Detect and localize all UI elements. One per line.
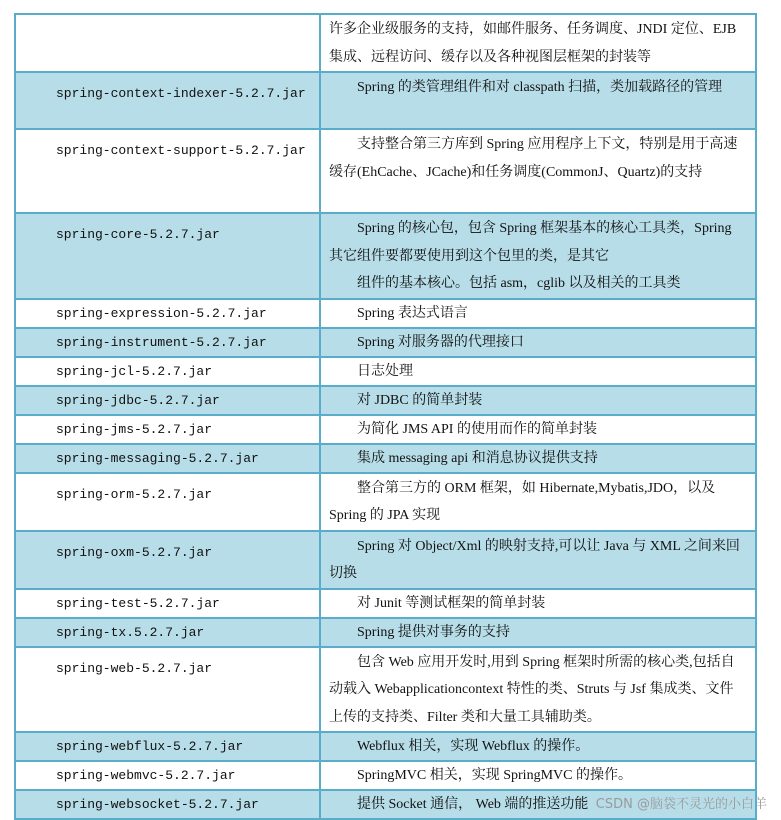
description-cell — [320, 213, 756, 299]
jar-name-cell: spring-orm-5.2.7.jar — [15, 473, 320, 531]
table-row — [15, 473, 756, 531]
description-cell — [320, 618, 756, 647]
description-text-continued: 组件的基本核心。包括 asm，cglib 以及相关的工具类 — [357, 276, 681, 291]
description-cell — [320, 761, 756, 790]
description-text: 整合第三方的 ORM 框架，如 Hibernate,Mybatis,JDO，以及 Spring 的 JPA 实现 — [329, 480, 716, 523]
description-text: Spring 的类管理组件和对 classpath 扫描，类加载路径的管理 — [357, 80, 723, 95]
description-cell — [320, 72, 756, 129]
description-text: 支持整合第三方库到 Spring 应用程序上下文，特别是用于高速缓存(EhCache、JCache)和任务调度(CommonJ、Quartz)的支持 — [329, 137, 738, 180]
table-row — [15, 299, 756, 328]
table-row — [15, 589, 756, 618]
table-row — [15, 328, 756, 357]
jar-name-cell: spring-websocket-5.2.7.jar — [15, 790, 320, 819]
jar-name-cell: spring-jms-5.2.7.jar — [15, 415, 320, 444]
description-text: 对 Junit 等测试框架的简单封装 — [357, 595, 546, 611]
jar-name-cell: spring-webmvc-5.2.7.jar — [15, 761, 320, 790]
description-text: Spring 提供对事务的支持 — [357, 624, 510, 640]
jar-name-cell: spring-context-indexer-5.2.7.jar — [15, 72, 320, 129]
description-text: Spring 表达式语言 — [357, 305, 468, 321]
jar-name-cell: spring-core-5.2.7.jar — [15, 213, 320, 299]
spring-jar-table — [14, 13, 757, 820]
jar-name-cell: spring-context-support-5.2.7.jar — [15, 129, 320, 213]
table-row — [15, 415, 756, 444]
description-text: 包含 Web 应用开发时,用到 Spring 框架时所需的核心类,包括自动载入 Webapplicationcontext 特性的类、Struts 与 Jsf 集成类、文件上传的支持类、Filter 类和大量工具辅助类。 — [329, 654, 735, 725]
jar-name-cell: spring-expression-5.2.7.jar — [15, 299, 320, 328]
description-cell — [320, 444, 756, 473]
jar-name-cell: spring-webflux-5.2.7.jar — [15, 732, 320, 761]
table-row — [15, 444, 756, 473]
description-cell — [320, 415, 756, 444]
jar-name-cell: spring-web-5.2.7.jar — [15, 647, 320, 733]
description-cell — [320, 328, 756, 357]
description-cell — [320, 531, 756, 589]
description-text: 日志处理 — [357, 363, 413, 379]
description-text: 为简化 JMS API 的使用而作的简单封装 — [357, 421, 597, 437]
jar-name-cell: spring-test-5.2.7.jar — [15, 589, 320, 618]
description-text: 提供 Socket 通信， Web 端的推送功能 — [357, 797, 589, 812]
table-row — [15, 14, 756, 72]
table-row — [15, 531, 756, 589]
table-row — [15, 72, 756, 129]
table-row — [15, 129, 756, 213]
description-cell — [320, 14, 756, 72]
jar-name-cell: spring-oxm-5.2.7.jar — [15, 531, 320, 589]
description-cell — [320, 589, 756, 618]
description-text: Spring 的核心包，包含 Spring 框架基本的核心工具类，Spring 其它组件要都要使用到这个包里的类，是其它 — [329, 221, 732, 264]
jar-name-cell: spring-jdbc-5.2.7.jar — [15, 386, 320, 415]
description-cell — [320, 299, 756, 328]
table-row — [15, 386, 756, 415]
description-text: SpringMVC 相关，实现 SpringMVC 的操作。 — [357, 768, 632, 783]
description-cell — [320, 647, 756, 733]
jar-name-cell: spring-instrument-5.2.7.jar — [15, 328, 320, 357]
table-row — [15, 213, 756, 299]
jar-name-cell: spring-messaging-5.2.7.jar — [15, 444, 320, 473]
description-text: Spring 对服务器的代理接口 — [357, 334, 524, 350]
table-row — [15, 618, 756, 647]
description-text: Spring 对 Object/Xml 的映射支持,可以让 Java 与 XML 之间来回切换 — [329, 538, 740, 581]
jar-name-cell: spring-jcl-5.2.7.jar — [15, 357, 320, 386]
description-cell — [320, 386, 756, 415]
table-row — [15, 647, 756, 733]
description-text: 对 JDBC 的简单封装 — [357, 392, 483, 408]
jar-name-cell: spring-tx.5.2.7.jar — [15, 618, 320, 647]
description-cell — [320, 732, 756, 761]
table-row — [15, 761, 756, 790]
description-cell — [320, 357, 756, 386]
jar-name-cell — [15, 14, 320, 72]
description-text: 集成 messaging api 和消息协议提供支持 — [357, 450, 598, 466]
description-cell — [320, 129, 756, 213]
description-text: 许多企业级服务的支持，如邮件服务、任务调度、JNDI 定位、EJB 集成、远程访问、缓存以及各种视图层框架的封装等 — [329, 22, 737, 65]
description-text: Webflux 相关，实现 Webflux 的操作。 — [357, 739, 590, 754]
description-cell — [320, 473, 756, 531]
table-row — [15, 732, 756, 761]
table-row — [15, 357, 756, 386]
watermark: CSDN @脑袋不灵光的小白羊 — [595, 797, 767, 812]
